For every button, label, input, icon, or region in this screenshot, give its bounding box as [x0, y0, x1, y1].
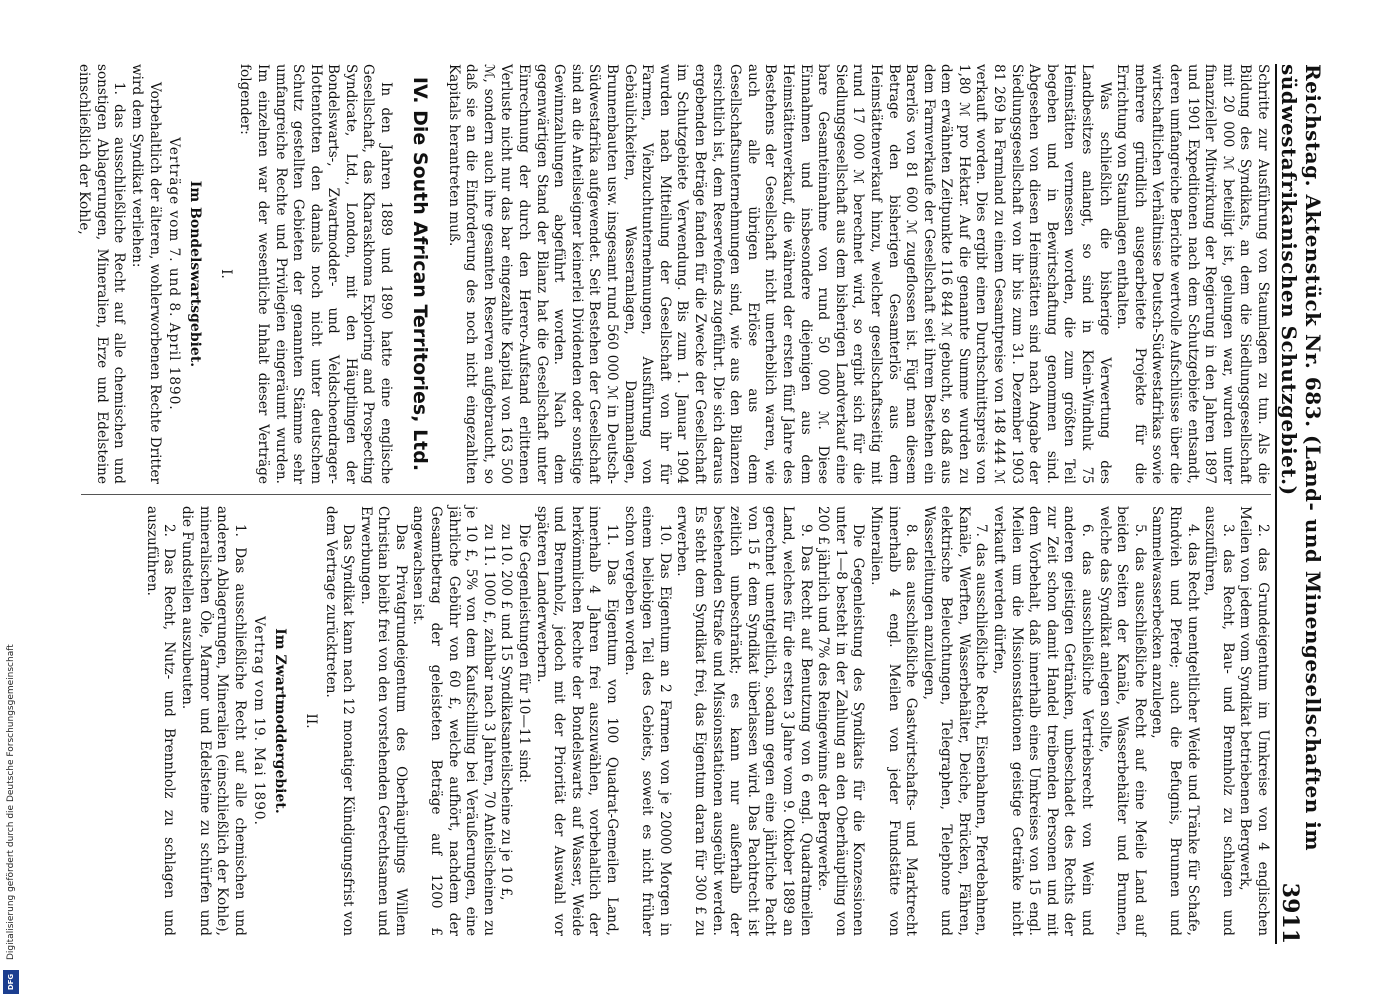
- subsection-title: Im Zwartmoddergebiet.: [272, 628, 289, 814]
- list-item: 4. das Recht unentgeltlicher Weide und Tränke für Schafe, Rindvieh und Pferde; auch die Befugnis, Brunnen und Sammelwasserbecken anzulegen,: [1149, 506, 1201, 936]
- credit-text: Digitalisierung gefördert durch die Deutsche Forschungsgemeinschaft: [6, 644, 16, 960]
- subsection-title: Im Bondelswartsgebiet.: [187, 180, 204, 368]
- list-item: 5. das ausschließliche Recht auf eine Meile Land auf beiden Seiten der Kanäle, Wasserbehälter und Brunnen, welche das Syndikat anlegen sollte,: [1096, 506, 1148, 936]
- list-item: 3. das Recht, Bau- und Brennholz zu schlagen und auszuführen,: [1202, 506, 1236, 936]
- list-item: 9. Das Recht auf Benutzung von 6 engl. Quadratmeilen Land, welches für die ersten 3 Jahre vom 9. Oktober 1889 an gerechnet unentgeltlich, sodann gegen eine jährliche Pacht von 15 £ dem Syndikat überlassen wird. Das Pachtrecht ist zeitlich unbeschränkt; es kann nur außerhalb der bestehenden Straße und Missionsstationen ausgeübt werden. Es steht dem Syndikat frei, das Eigentum daran für 300 £ zu erwerben.: [674, 506, 814, 936]
- list-item: zu 11. 1000 £, zahlbar nach 3 Jahren, 70 Anteilscheinen zu je 10 £, 5% von dem Kaufschilling bei Veräußerungen, eine jährliche Gebühr von 60 £, welche aufhört, nachdem der Gesamtbetrag der geleisteten Beträge auf 1200 £ angewachsen ist.: [410, 506, 497, 936]
- paragraph: Das Syndikat kann nach 12 monatiger Kündigungsfrist von dem Vertrage zurücktreten.: [322, 506, 357, 936]
- logo-text: DFG: [7, 973, 15, 991]
- subsection-number: I.: [217, 269, 234, 279]
- dfg-logo-icon: [3, 970, 19, 994]
- list-item: 6. das ausschließliche Vertriebsrecht von Wein und anderen geistigen Getränken, unbeschadet des Rechts der zur Zeit schon damit Handel treibenden Personen und mit dem Vorbehalt, daß innerhalb eines Umkreises von 15 engl. Meilen um die Missionsstationen geistige Getränke nicht verkauft werden dürfen,: [991, 506, 1096, 936]
- subsection-date: Verträge vom 7. und 8. April 1890.: [166, 137, 183, 411]
- list-item: 7. das ausschließliche Recht, Eisenbahnen, Pferdebahnen, Kanäle, Werften, Wasserbehälter, Deiche, Brücken, Fähren, elektrische Beleuchtungen, Telegraphen, Telephone und Wasserleitungen anzulegen,: [920, 506, 990, 936]
- paragraph: Die Gegenleistungen für 10—11 sind:: [516, 524, 533, 784]
- paragraph: In den Jahren 1889 und 1890 hatte eine englische Gesellschaft, das Kharaskhoma Exploring and Prospecting Syndicate, Ltd., London, mit den Häuptlingen der Bondelswarts-, Zwartmodder- und Veldschoendrager-Hottentotten den damals noch nicht unter deutschem Schutz gestellten Gebieten der genannten Stämme sehr umfangreiche Rechte und Privilegien eingeräumt wurden. Im einzelnen war der wesentliche Inhalt dieser Verträge folgender:: [237, 64, 395, 484]
- list-item: 8. das ausschließliche Gastwirtschafts- und Marktrecht innerhalb 4 engl. Meilen von jeder Fundstätte von Mineralien.: [867, 506, 920, 936]
- subsection-number: II.: [302, 713, 319, 729]
- paragraph: Schritte zur Ausführung von Staumlagen zu tun. Als die Bildung des Syndikats, an dem die Siedlungsgesellschaft mit 20 000 ℳ beteiligt ist, gelungen war, wurden unter finanzieller Mitwirkung der Regierung in den Jahren 1897 und 1901 Expeditionen nach dem Schutzgebiete entsandt, deren umfangreiche Berichte wertvolle Aufschlüsse über die wirtschaftlichen Verhältnisse Deutsch-Südwestafrikas sowie mehrere gründlich ausgearbeitete Projekte für die Errichtung von Staumlagen enthalten.: [1114, 64, 1271, 484]
- section-heading: [408, 64, 432, 484]
- page-header: [1275, 64, 1325, 944]
- digitization-credit: [6, 600, 20, 996]
- column-divider: [81, 494, 1271, 495]
- section-title: Die South African Territories, Ltd.: [409, 110, 432, 472]
- paragraph: Die Gegenleistung des Syndikats für die Konzessionen unter 1—8 besteht in der Zahlung an den Oberhäuptling von 200 £ jährlich und 7% des Reingewinns der Bergwerke.: [815, 506, 867, 936]
- paragraph: Was schließlich die bisherige Verwertung des Landbesitzes anlangt, so sind in Klein-Windhuk 75 Heimstätten vermessen worden, die zum größten Teil begeben und in Bewirtschaftung genommen sind. Abgesehen von diesen Heimstätten sind nach Angabe der Siedlungsgesellschaft von ihr bis zum 31. Dezember 1903 81 269 ha Farmland zu einem Gesamtpreise von 148 444 ℳ verkauft worden. Dies ergibt einen Durchschnittspreis von 1,80 ℳ pro Hektar. Auf die genannte Summe wurden zu dem erwähnten Zeitpunkte 116 844 ℳ gebucht, so daß aus dem Farmverkaufe der Gesellschaft seit ihrem Bestehen ein Barerlös von 81 600 ℳ zugeflossen ist. Fügt man diesem Betrage den bisherigen Gesamterlös aus dem Heimstättenverkauf hinzu, welcher gesellschaftsseitig mit rund 17 000 ℳ berechnet wird, so ergibt sich für die Siedlungsgesellschaft aus dem bisherigen Landverkauf eine bare Gesamteinnahme von rund 50 000 ℳ. Diese Einnahmen und insbesondere diejenigen aus dem Heimstättenverkauf, die während der ersten fünf Jahre des Bestehens der Gesellschaft nicht unerheblich waren, wie auch alle übrigen Erlöse aus dem Gesellschaftsunternehmungen sind, wie aus den Bilanzen ersichtlich ist, dem Reservefonds zugeführt. Die sich daraus ergebenden Beträge fanden für die Zwecke der Gesellschaft im Schutzgebiete Verwendung. Bis zum 1. Januar 1904 wurden nach Mitteilung der Gesellschaft von ihr für Farmen, Viehzuchtunternehmungen, Ausführung von Gebäulichkeiten, Wasseranlagen, Dammanlagen, Brunnenbauten usw. insgesamt rund 560 000 ℳ in Deutsch-Südwestafrika aufgewendet. Seit Bestehen der Gesellschaft sind an die Anteilseigner keinerlei Dividenden oder sonstige Gewinnzahlungen abgeführt worden. Nach dem gegenwärtigen Stand der Bilanz hat die Gesellschaft unter Einrechnung der durch den Herero-Aufstand erlittenen Verluste nicht nur das bar eingezahlte Kapital von 163 500 ℳ, sondern auch ihre gesamten Reserven aufgebraucht, so daß sie an die Einforderung des noch nicht eingezahlten Kapitals herantreten muß.: [445, 64, 1113, 484]
- list-item: 11. Das Eigentum von 100 Quadrat-Gemeilen Land, innerhalb 4 Jahren frei auszuwählen, vorbehaltlich der herkömmlichen Rechte der Bondelswarts auf Wasser, Weide und Brennholz, jedoch mit der Priorität der Auswahl vor späteren Landerwerbern.: [533, 506, 621, 936]
- list-item: 1. Das ausschließliche Recht auf alle chemischen und anderen Ablagerungen, Mineralien (einschließlich der Kohle), mineralischen Öle, Marmor und Edelsteine zu schürfen und die Fundstellen auszubeuten.: [178, 506, 248, 936]
- section-number: IV.: [409, 76, 432, 104]
- header-title: Reichstag. Aktenstück Nr. 683. (Land- und Minengesellschaften im südwestafrikanischen Schutzgebiet.): [1277, 64, 1325, 852]
- left-column: [76, 64, 1271, 484]
- list-item: 10. Das Eigentum an 2 Farmen von je 20000 Morgen in einem beliebigen Teil des Gebiets, soweit es nicht früher schon vergeben worden.: [621, 506, 673, 936]
- right-column: [81, 506, 1271, 936]
- list-item: 2. Das Recht, Nutz- und Brennholz zu schlagen und auszuführen.: [143, 506, 178, 936]
- subsection-date: Vertrag vom 19. Mai 1890.: [251, 616, 268, 826]
- paragraph: Vorbehaltlich der älteren, wohlerworbenen Rechte Dritter wird dem Syndikat verliehen:: [128, 64, 163, 484]
- page-number: 3911: [1277, 882, 1303, 944]
- list-item: zu 10. 200 £ und 15 Syndikatsanteilscheine zu je 10 £,: [498, 524, 515, 901]
- list-item: 1. das ausschließliche Recht auf alle chemischen und sonstigen Ablagerungen, Mineralien, Erze und Edelsteine einschließlich der Kohle,: [76, 64, 128, 484]
- list-item: 2. das Grundeigentum im Umkreise von 4 englischen Meilen von jedem vom Syndikat betriebenen Bergwerk,: [1237, 506, 1271, 936]
- paragraph: Das Privatgrundeigentum des Oberhäuptlings Willem Christian bleibt frei von den vorstehenden Gerechtsamen und Erwerbungen.: [357, 506, 409, 936]
